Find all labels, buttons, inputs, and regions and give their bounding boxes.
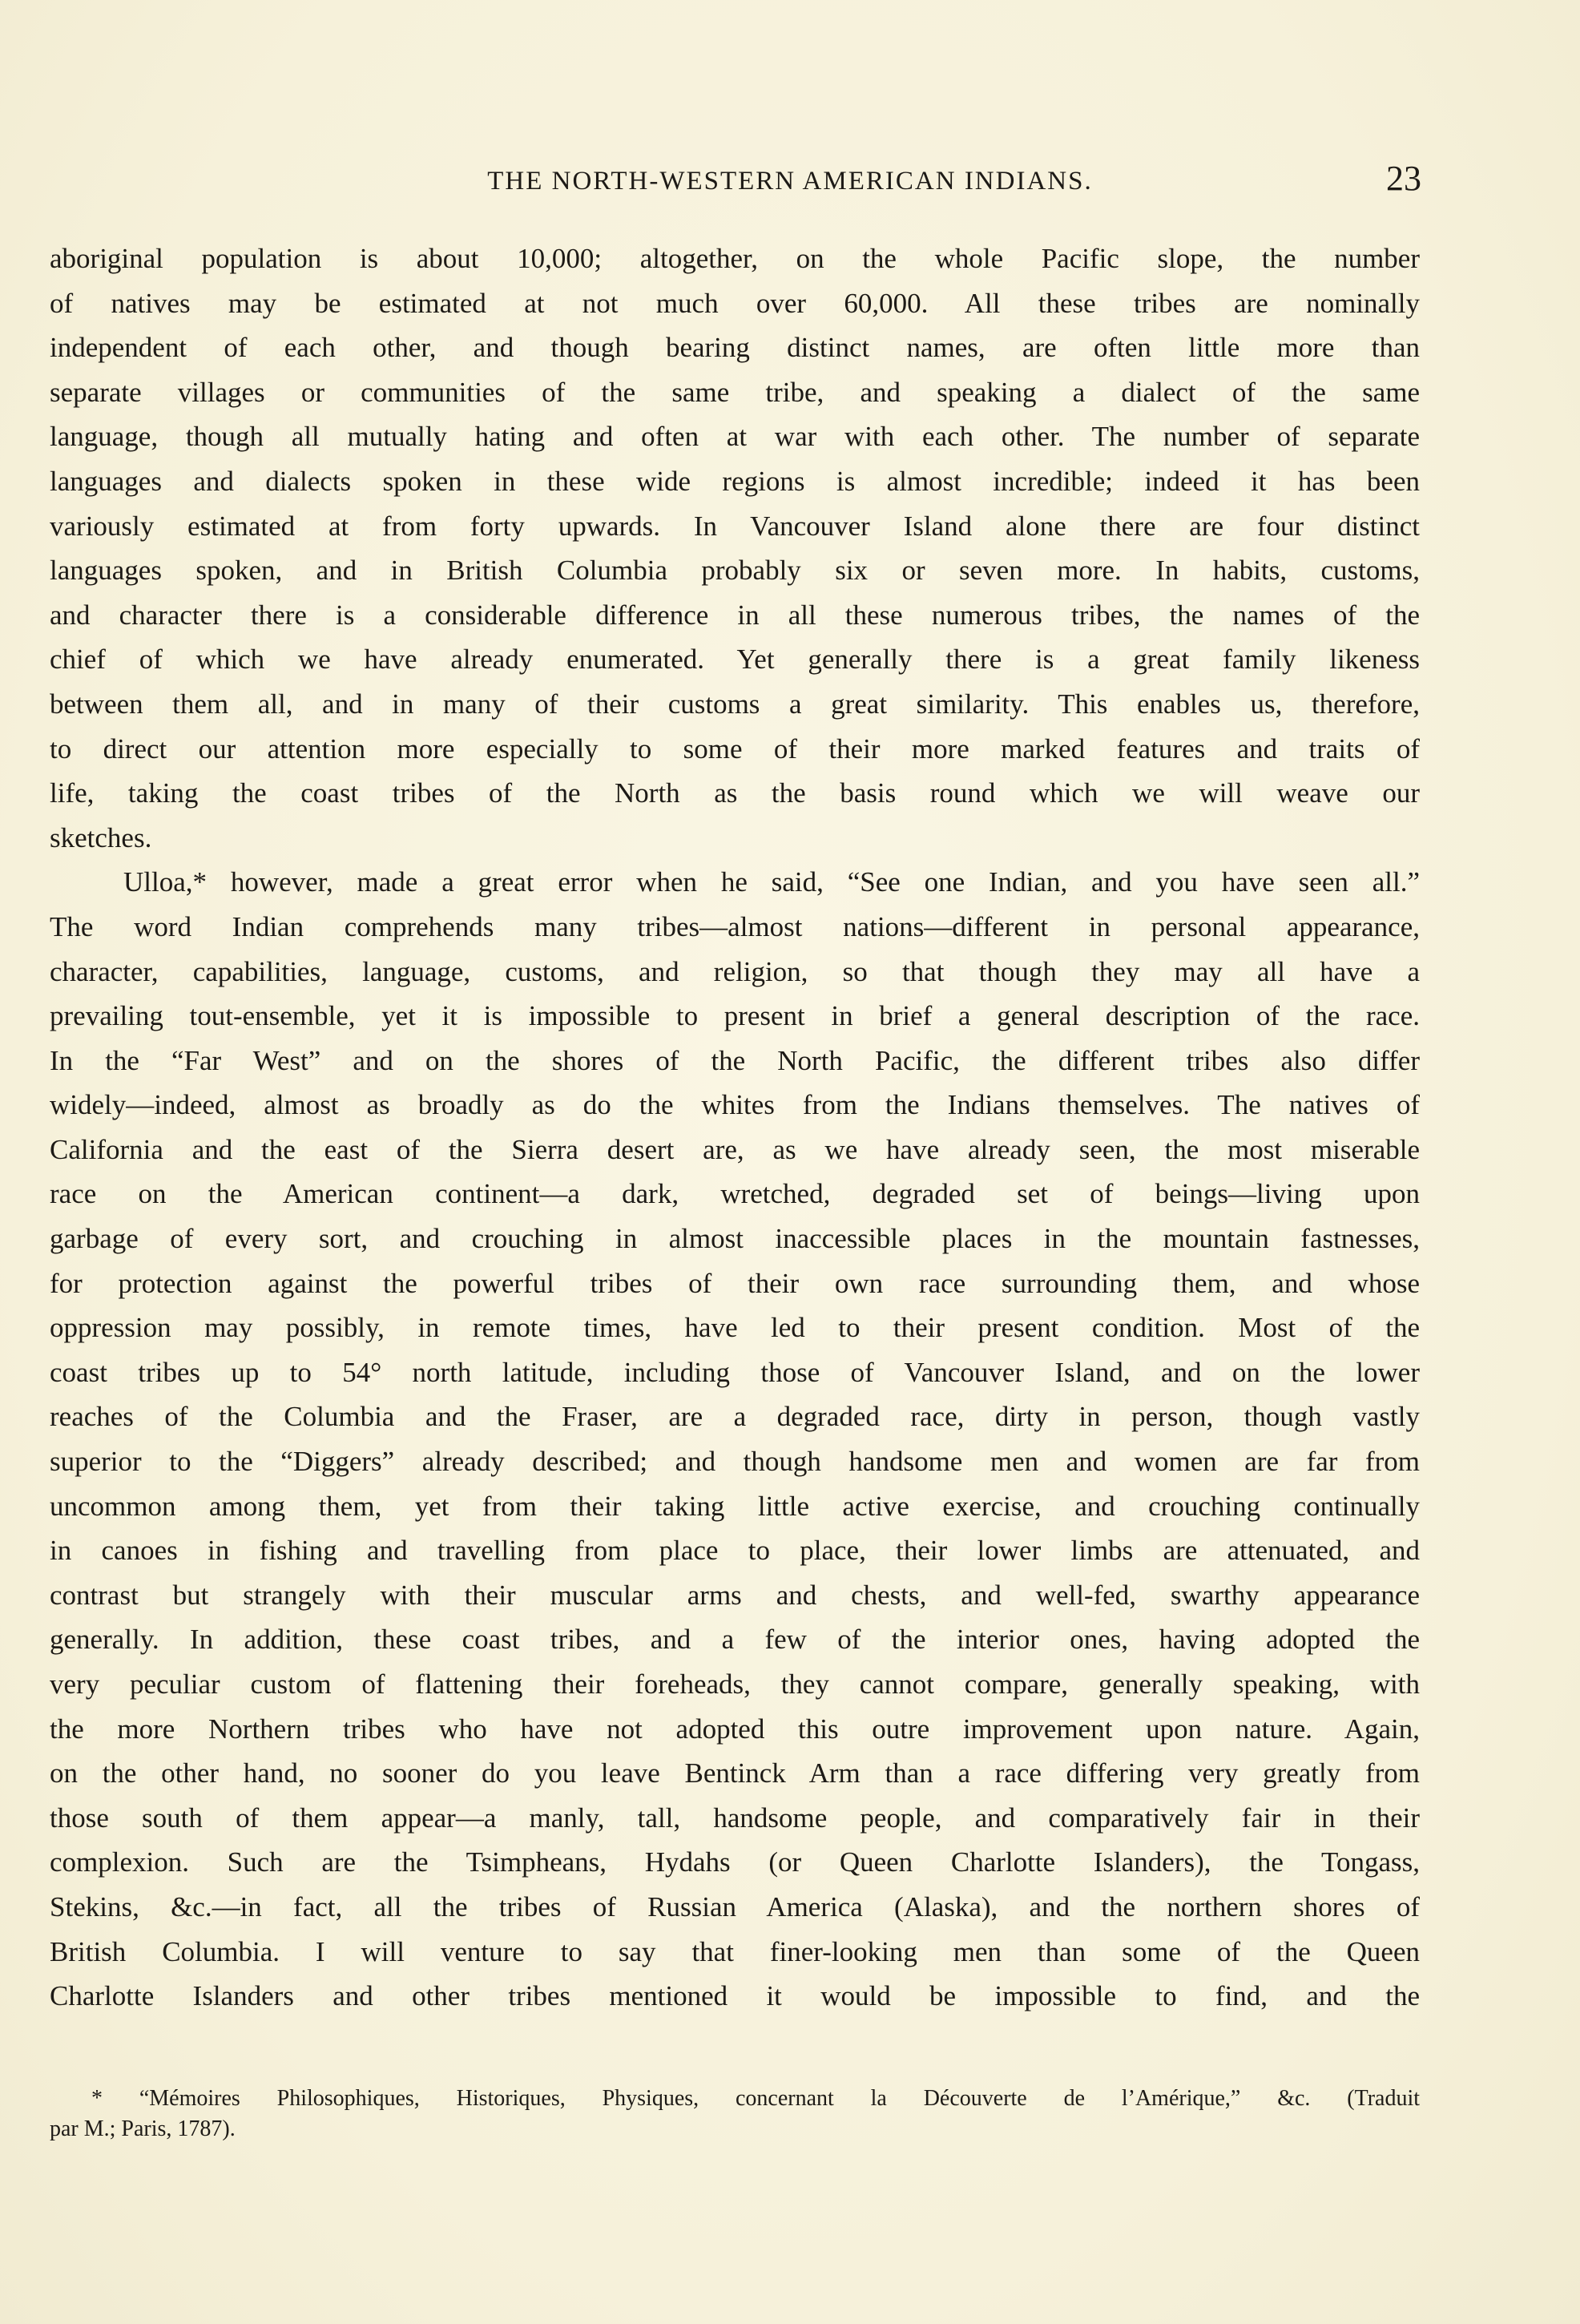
text-line: sketches. (50, 821, 152, 853)
text-line: and character there is a considerable difference in all these numerous tribes, the names of the (50, 599, 1420, 631)
text-line: in canoes in fishing and travelling from place to place, their lower limbs are attenuated, and (50, 1535, 1420, 1567)
footnote-line: par M.; Paris, 1787). (50, 2116, 236, 2141)
text-line: garbage of every sort, and crouching in almost inaccessible places in the mountain fastnesses, (50, 1223, 1420, 1255)
page-number: 23 (1386, 159, 1421, 198)
text-line: oppression may possibly, in remote times, have led to their present condition. Most of the (50, 1312, 1420, 1344)
text-line: Charlotte Islanders and other tribes mentioned it would be impossible to find, and the (50, 1980, 1420, 2012)
text-line: aboriginal population is about 10,000; altogether, on the whole Pacific slope, the number (50, 243, 1420, 274)
text-line: life, taking the coast tribes of the North as the basis round which we will weave our (50, 777, 1420, 809)
text-line: race on the American continent—a dark, wretched, degraded set of beings—living upon (50, 1178, 1420, 1210)
text-line: independent of each other, and though bearing distinct names, are often little more than (50, 332, 1420, 364)
body-text (50, 236, 1420, 2019)
text-line: widely—indeed, almost as broadly as do the whites from the Indians themselves. The natives of (50, 1089, 1420, 1121)
text-line: reaches of the Columbia and the Fraser, are a degraded race, dirty in person, though vastly (50, 1401, 1420, 1433)
text-line: superior to the “Diggers” already described; and though handsome men and women are far from (50, 1446, 1420, 1478)
text-line: Stekins, &c.—in fact, all the tribes of Russian America (Alaska), and the northern shores of (50, 1890, 1420, 1923)
running-title: THE NORTH-WESTERN AMERICAN INDIANS. (487, 167, 1093, 196)
text-line: prevailing tout-ensemble, yet it is impossible to present in brief a general description of the race. (50, 1000, 1420, 1032)
text-line: very peculiar custom of flattening their foreheads, they cannot compare, generally speaking, with (50, 1668, 1420, 1700)
text-line: between them all, and in many of their customs a great similarity. This enables us, therefore, (50, 688, 1420, 720)
text-line: generally. In addition, these coast tribes, and a few of the interior ones, having adopted the (50, 1624, 1420, 1656)
text-line: California and the east of the Sierra desert are, as we have already seen, the most miserable (50, 1133, 1420, 1165)
text-line: languages and dialects spoken in these wide regions is almost incredible; indeed it has been (50, 465, 1420, 497)
text-line: languages spoken, and in British Columbia probably six or seven more. In habits, customs, (50, 555, 1420, 587)
text-line: In the “Far West” and on the shores of the North Pacific, the different tribes also differ (50, 1044, 1420, 1076)
footnote-line: * “Mémoires Philosophiques, Historiques, Physiques, concernant la Découverte de l’Amérique,” &c. (Traduit (91, 2086, 1420, 2111)
text-line: coast tribes up to 54° north latitude, including those of Vancouver Island, and on the lower (50, 1356, 1420, 1388)
text-line: contrast but strangely with their muscular arms and chests, and well-fed, swarthy appearance (50, 1579, 1420, 1611)
text-line: complexion. Such are the Tsimpheans, Hydahs (or Queen Charlotte Islanders), the Tongass, (50, 1846, 1420, 1878)
text-line: uncommon among them, yet from their taking little active exercise, and crouching continually (50, 1490, 1420, 1522)
text-line: on the other hand, no sooner do you leave Bentinck Arm than a race differing very greatly from (50, 1757, 1420, 1789)
text-line: British Columbia. I will venture to say that finer-looking men than some of the Queen (50, 1935, 1420, 1967)
text-line: of natives may be estimated at not much over 60,000. All these tribes are nominally (50, 287, 1420, 319)
text-line: character, capabilities, language, customs, and religion, so that though they may all have a (50, 955, 1420, 987)
text-line: The word Indian comprehends many tribes—almost nations—different in personal appearance, (50, 910, 1420, 942)
footnote (50, 2084, 1420, 2144)
text-line: Ulloa,* however, made a great error when he said, “See one Indian, and you have seen all.” (123, 866, 1420, 898)
text-line: language, though all mutually hating and often at war with each other. The number of separate (50, 421, 1420, 453)
text-line: the more Northern tribes who have not adopted this outre improvement upon nature. Again, (50, 1713, 1420, 1745)
text-line: to direct our attention more especially to some of their more marked features and traits of (50, 732, 1420, 765)
text-line: separate villages or communities of the same tribe, and speaking a dialect of the same (50, 376, 1420, 408)
text-line: variously estimated at from forty upwards. In Vancouver Island alone there are four distinct (50, 510, 1420, 542)
text-line: for protection against the powerful tribes of their own race surrounding them, and whose (50, 1267, 1420, 1299)
text-line: those south of them appear—a manly, tall, handsome people, and comparatively fair in their (50, 1802, 1420, 1834)
text-line: chief of which we have already enumerated. Yet generally there is a great family likeness (50, 644, 1420, 676)
page-header (0, 160, 1580, 205)
